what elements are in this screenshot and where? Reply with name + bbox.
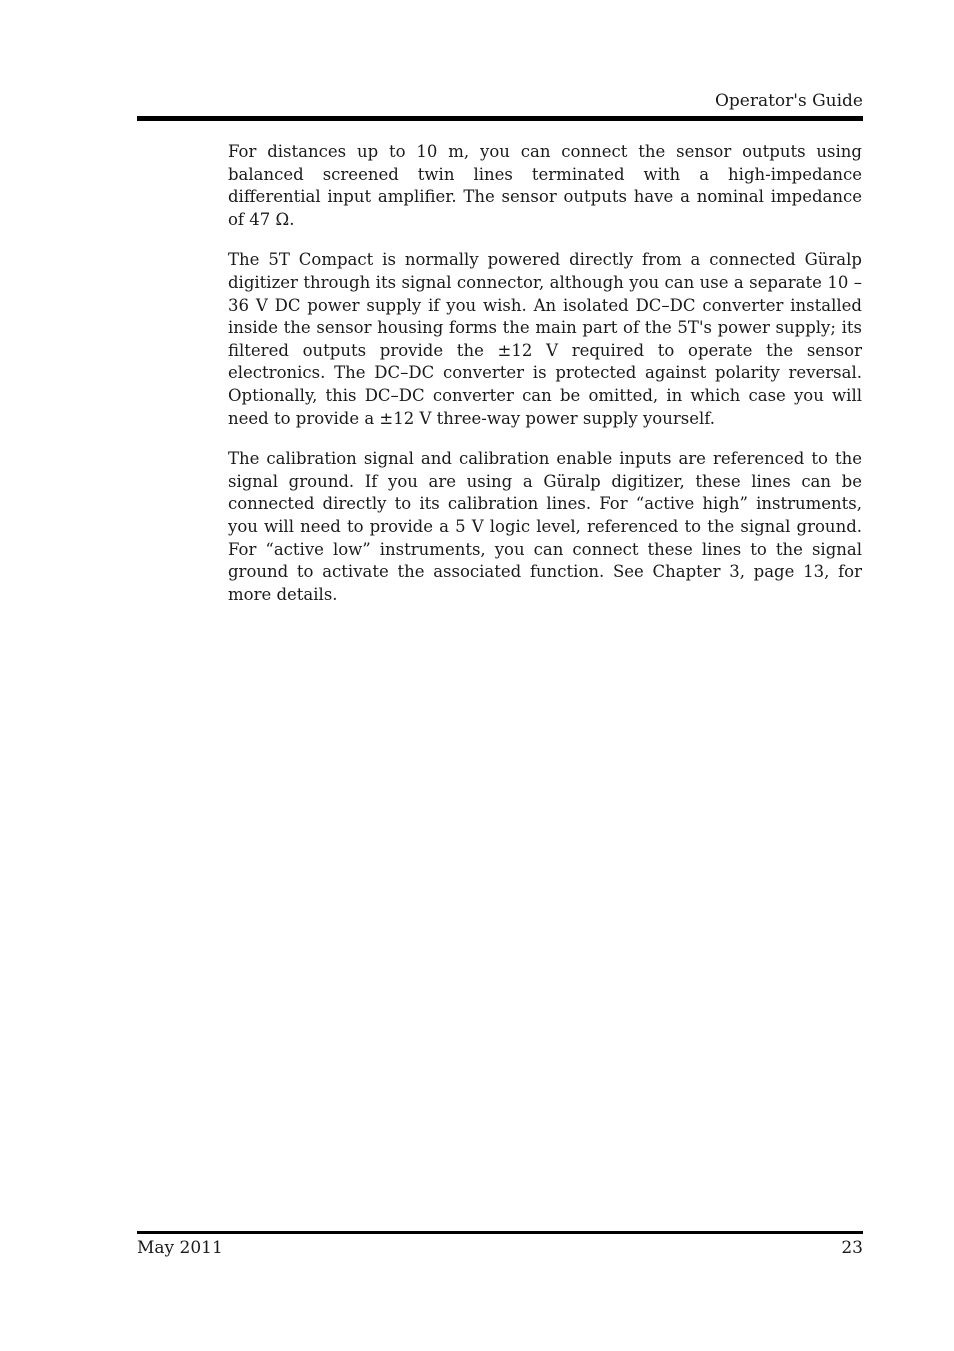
paragraph-signal-lines: For distances up to 10 m, you can connect the sensor outputs using balanced screened twin lines terminated with a high-impedance differential input amplifier. The sensor outputs have a nominal impedance of 47 Ω. bbox=[228, 142, 862, 229]
footer-rule bbox=[137, 1231, 863, 1234]
footer-date: May 2011 bbox=[137, 1238, 223, 1258]
paragraph-calibration: The calibration signal and calibration enable inputs are referenced to the signal ground. If you are using a Güralp digitizer, these lines can be connected directly to its calibration lines. For “active high” instruments, you will need to provide a 5 V logic level, referenced to the signal ground. For “active low” instruments, you can connect these lines to the signal ground to activate the associated function. See Chapter 3, page 13, for more details. bbox=[228, 449, 862, 604]
header-rule bbox=[137, 116, 863, 121]
body-text bbox=[228, 141, 862, 624]
running-header-title: Operator's Guide bbox=[714, 91, 863, 111]
page-number: 23 bbox=[841, 1238, 863, 1258]
paragraph-power-supply: The 5T Compact is normally powered directly from a connected Güralp digitizer through its signal connector, although you can use a separate 10 – 36 V DC power supply if you wish. An isolated DC–DC converter installed inside the sensor housing forms the main part of the 5T's power supply; its filtered outputs provide the ±12 V required to operate the sensor electronics. The DC–DC converter is protected against polarity reversal. Optionally, this DC–DC converter can be omitted, in which case you will need to provide a ±12 V three-way power supply yourself. bbox=[228, 250, 862, 428]
